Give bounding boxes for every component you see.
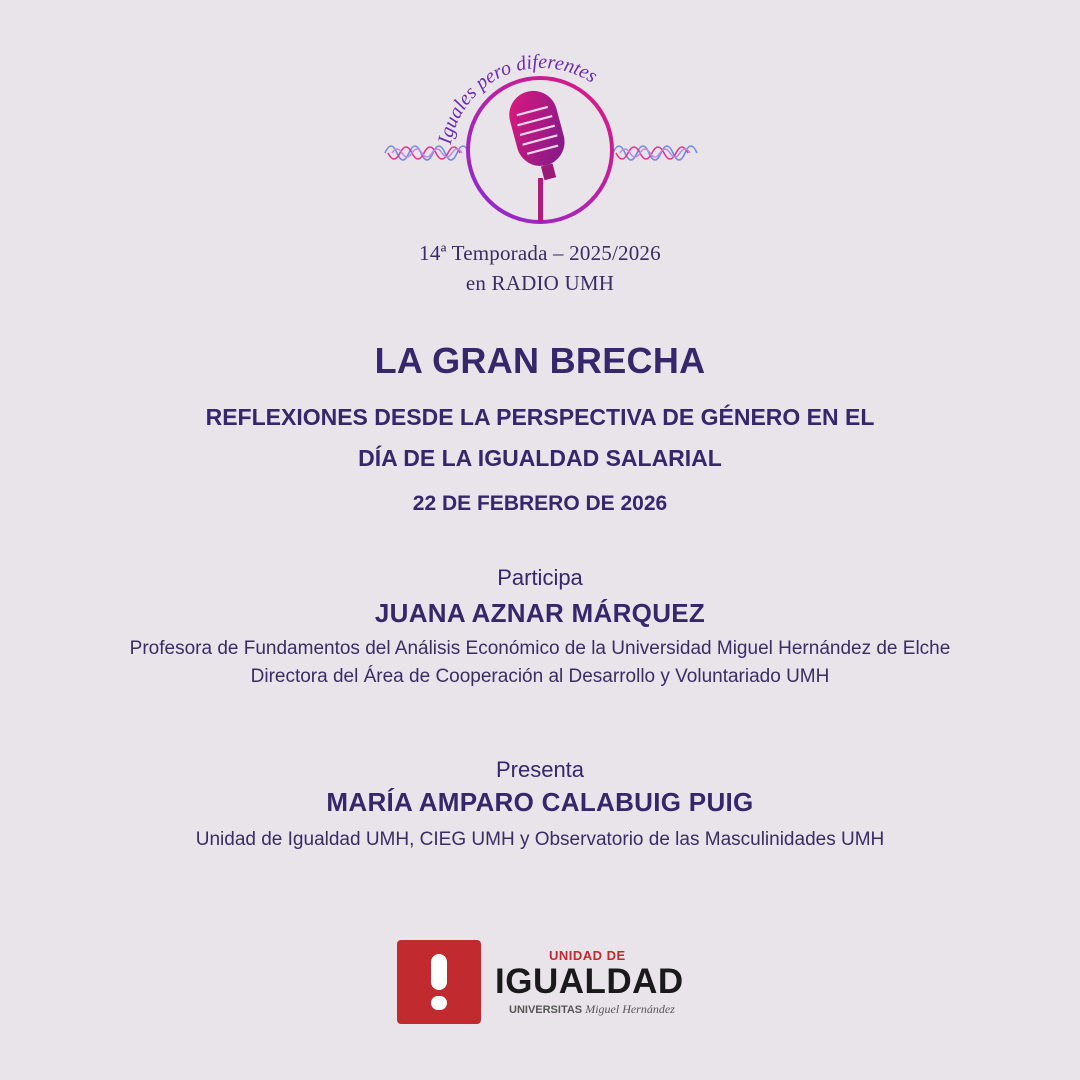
podcast-logo-text: Iguales pero diferentes xyxy=(433,50,602,147)
logo-top-text: UNIDAD DE xyxy=(549,948,626,963)
event-title: LA GRAN BRECHA xyxy=(374,340,706,381)
presenter-role: Presenta xyxy=(495,757,585,782)
podcast-logo xyxy=(380,50,700,250)
event-subtitle-line2: DÍA DE LA IGUALDAD SALARIAL xyxy=(358,445,722,471)
presenter-name: MARÍA AMPARO CALABUIG PUIG xyxy=(326,787,754,817)
participant-name: JUANA AZNAR MÁRQUEZ xyxy=(374,598,706,628)
unidad-igualdad-badge-icon xyxy=(397,940,481,1024)
participant-description xyxy=(0,635,1080,691)
participant-description-line2: Directora del Área de Cooperación al Desarrollo y Voluntariado UMH xyxy=(250,666,830,687)
participant-description-line1: Profesora de Fundamentos del Análisis Económico de la Universidad Miguel Hernández de Elche xyxy=(129,638,951,659)
logo-sub-bold: UNIVERSITAS xyxy=(509,1004,583,1016)
logo-sub-text xyxy=(509,1002,675,1017)
station-label: en RADIO UMH xyxy=(465,271,615,295)
season-info xyxy=(0,238,1080,298)
wave-right xyxy=(613,146,697,160)
logo-sub-italic: Miguel Hernández xyxy=(585,1002,675,1016)
wave-left xyxy=(385,146,469,160)
unidad-igualdad-logo xyxy=(397,940,687,1026)
season-label: 14ª Temporada – 2025/2026 xyxy=(419,241,661,265)
event-subtitle xyxy=(0,397,1080,479)
logo-main-text: IGUALDAD xyxy=(495,962,684,1001)
participant-role: Participa xyxy=(497,565,583,590)
microphone-icon xyxy=(380,50,700,250)
event-subtitle-line1: REFLEXIONES DESDE LA PERSPECTIVA DE GÉNERO EN EL xyxy=(205,404,875,430)
event-date: 22 DE FEBRERO DE 2026 xyxy=(412,492,668,515)
presenter-description: Unidad de Igualdad UMH, CIEG UMH y Observatorio de las Masculinidades UMH xyxy=(195,829,885,850)
